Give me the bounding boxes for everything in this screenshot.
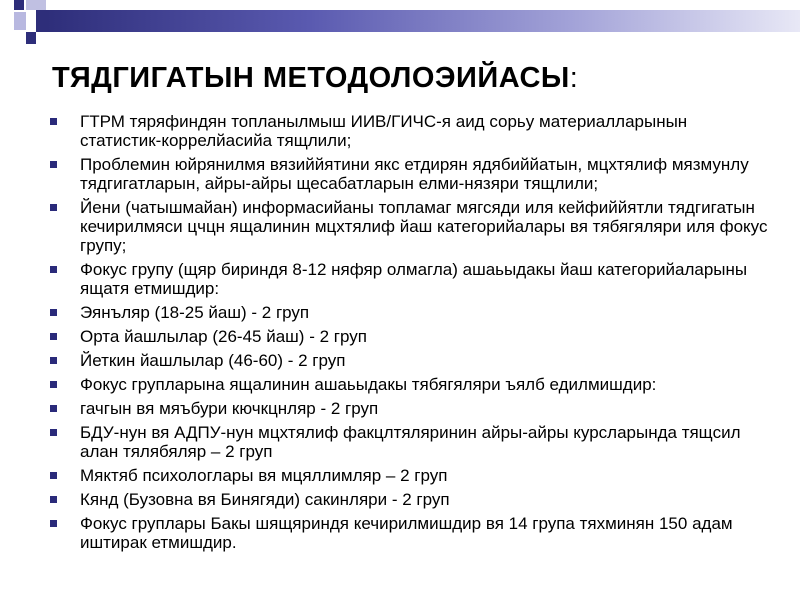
bullet-item	[50, 260, 770, 298]
bullet-item	[50, 198, 770, 255]
deco-square	[14, 0, 24, 10]
bullet-text: Фокус групларына ящалинин ашаьыдакы тябягяляри ъялб едилмишдир:	[80, 375, 657, 394]
bullet-marker	[50, 204, 57, 211]
header-decoration	[0, 0, 800, 50]
deco-square	[36, 10, 46, 32]
bullet-marker	[50, 266, 57, 273]
bullet-marker	[50, 472, 57, 479]
bullet-item	[50, 514, 770, 552]
page-title	[52, 62, 578, 95]
bullet-text: Фокус групу (щяр бириндя 8-12 няфяр олмагла) ашаьыдакы йаш категорийаларыны ящатя етмишдир:	[80, 260, 748, 298]
bullet-text: Йени (чатышмайан) информасийаны топламаг мягсяди иля кейфиййятли тядгигатын кечирилмяси цчцн ящалинин мцхтялиф йаш категорийалары вя тябягяляри иля фокус групу;	[80, 198, 768, 255]
bullet-marker	[50, 496, 57, 503]
bullet-item	[50, 399, 770, 418]
bullet-text: Фокус груплары Бакы шящяриндя кечирилмишдир вя 14 група тяхминян 150 адам иштирак етмишдир.	[80, 514, 733, 552]
bullet-item	[50, 155, 770, 193]
bullet-item	[50, 423, 770, 461]
bullet-text: Орта йашлылар (26-45 йаш) - 2 груп	[80, 327, 367, 346]
bullet-text: Йеткин йашлылар (46-60) - 2 груп	[80, 351, 346, 370]
bullet-marker	[50, 161, 57, 168]
bullet-item	[50, 351, 770, 370]
bullet-text: Эянъляр (18-25 йаш) - 2 груп	[80, 303, 310, 322]
bullet-marker	[50, 429, 57, 436]
bullet-item	[50, 327, 770, 346]
bullet-marker	[50, 118, 57, 125]
bullet-list	[50, 112, 770, 557]
deco-square	[26, 32, 36, 44]
title-colon: :	[569, 62, 579, 94]
bullet-marker	[50, 357, 57, 364]
title-text: ТЯДГИГАТЫН МЕТОДОЛОЭИЙАСЫ	[52, 62, 570, 94]
deco-square	[26, 0, 46, 10]
bullet-item	[50, 112, 770, 150]
bullet-item	[50, 490, 770, 509]
bullet-text: Мяктяб психологлары вя мцяллимляр – 2 груп	[80, 466, 448, 485]
header-gradient-bar	[46, 10, 800, 32]
bullet-text: Проблемин юйрянилмя вязиййятини якс етдирян ядябиййатын, мцхтялиф мязмунлу тядгигатларын, айры-айры щесабатларын елми-нязяри тящлили;	[80, 155, 749, 193]
bullet-item	[50, 375, 770, 394]
bullet-marker	[50, 333, 57, 340]
bullet-text: БДУ-нун вя АДПУ-нун мцхтялиф факцлтяляринин айры-айры курсларында тящсил алан тялябяляр – 2 груп	[80, 423, 741, 461]
bullet-text: Кянд (Бузовна вя Бинягяди) сакинляри - 2 груп	[80, 490, 450, 509]
bullet-marker	[50, 405, 57, 412]
bullet-text: ГТРМ тяряфиндян топланылмыш ИИВ/ГИЧС-я аид сорьу материалларынын статистик-коррелйасийа тящлили;	[80, 112, 688, 150]
bullet-item	[50, 466, 770, 485]
bullet-item	[50, 303, 770, 322]
bullet-marker	[50, 381, 57, 388]
deco-square	[14, 12, 26, 30]
bullet-marker	[50, 309, 57, 316]
bullet-text: гачгын вя мяъбури кючкцнляр - 2 груп	[80, 399, 379, 418]
bullet-marker	[50, 520, 57, 527]
